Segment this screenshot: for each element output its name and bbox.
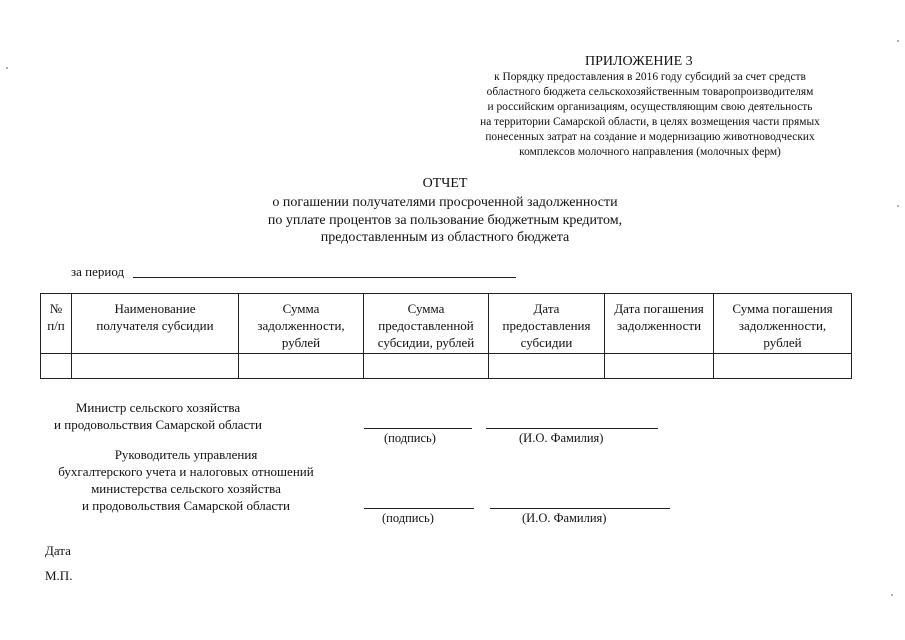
report-subtitle xyxy=(0,194,890,247)
appendix-reference xyxy=(430,70,870,160)
header-subsidy-amount: Сумма предоставленной субсидии, рублей xyxy=(364,294,489,354)
table-cell[interactable] xyxy=(41,354,72,379)
appendix-line: областного бюджета сельскохозяйственным товаропроизводителям xyxy=(486,86,814,98)
head-title: Руководитель управления бухгалтерского учета и налоговых отношений министерства сельского хозяйства и продовольствия Самарской области xyxy=(58,447,314,513)
appendix-line: комплексов молочного направления (молочных ферм) xyxy=(519,146,781,158)
report-subtitle-line: предоставленным из областного бюджета xyxy=(320,230,570,245)
report-title: ОТЧЕТ xyxy=(422,176,468,191)
minister-name-line[interactable] xyxy=(486,428,658,429)
stamp-label: М.П. xyxy=(45,568,73,583)
table-cell[interactable] xyxy=(239,354,364,379)
header-repayment-amount: Сумма погашения задолженности, рублей xyxy=(714,294,852,354)
report-table xyxy=(40,293,852,379)
table-cell[interactable] xyxy=(72,354,239,379)
minister-name-caption: (И.О. Фамилия) xyxy=(519,431,604,445)
scan-speck xyxy=(897,40,899,42)
header-debt-amount: Сумма задолженности, рублей xyxy=(239,294,364,354)
scan-speck xyxy=(897,205,899,207)
table-cell[interactable] xyxy=(605,354,714,379)
scan-speck xyxy=(891,594,893,596)
head-signature-line[interactable] xyxy=(364,508,474,509)
appendix-line: понесенных затрат на создание и модернизацию животноводческих xyxy=(485,131,815,143)
header-recipient-name: Наименование получателя субсидии xyxy=(72,294,239,354)
table-cell[interactable] xyxy=(714,354,852,379)
table-cell[interactable] xyxy=(489,354,605,379)
appendix-line: на территории Самарской области, в целях возмещения части прямых xyxy=(480,116,820,128)
date-label: Дата xyxy=(45,543,71,558)
period-fill-line[interactable] xyxy=(133,277,516,278)
minister-signature-caption: (подпись) xyxy=(384,431,436,445)
scan-speck xyxy=(6,67,8,69)
table-header-row xyxy=(41,294,852,354)
table-row xyxy=(41,354,852,379)
header-number: № п/п xyxy=(41,294,72,354)
appendix-line: к Порядку предоставления в 2016 году субсидий за счет средств xyxy=(494,71,806,83)
minister-title: Министр сельского хозяйства и продовольствия Самарской области xyxy=(54,400,262,432)
report-subtitle-line: о погашении получателями просроченной задолженности xyxy=(272,195,618,210)
minister-signature-line[interactable] xyxy=(364,428,472,429)
period-label: за период xyxy=(71,264,125,279)
head-signature-caption: (подпись) xyxy=(382,511,434,525)
report-subtitle-line: по уплате процентов за пользование бюджетным кредитом, xyxy=(267,212,623,228)
table-cell[interactable] xyxy=(364,354,489,379)
header-repayment-date: Дата погашения задолженности xyxy=(605,294,714,354)
header-subsidy-date: Дата предоставления субсидии xyxy=(489,294,605,354)
head-name-line[interactable] xyxy=(490,508,670,509)
head-name-caption: (И.О. Фамилия) xyxy=(522,511,607,525)
appendix-title: ПРИЛОЖЕНИЕ 3 xyxy=(585,54,693,69)
appendix-line: и российским организациям, осуществляющим свою деятельность xyxy=(487,101,813,113)
